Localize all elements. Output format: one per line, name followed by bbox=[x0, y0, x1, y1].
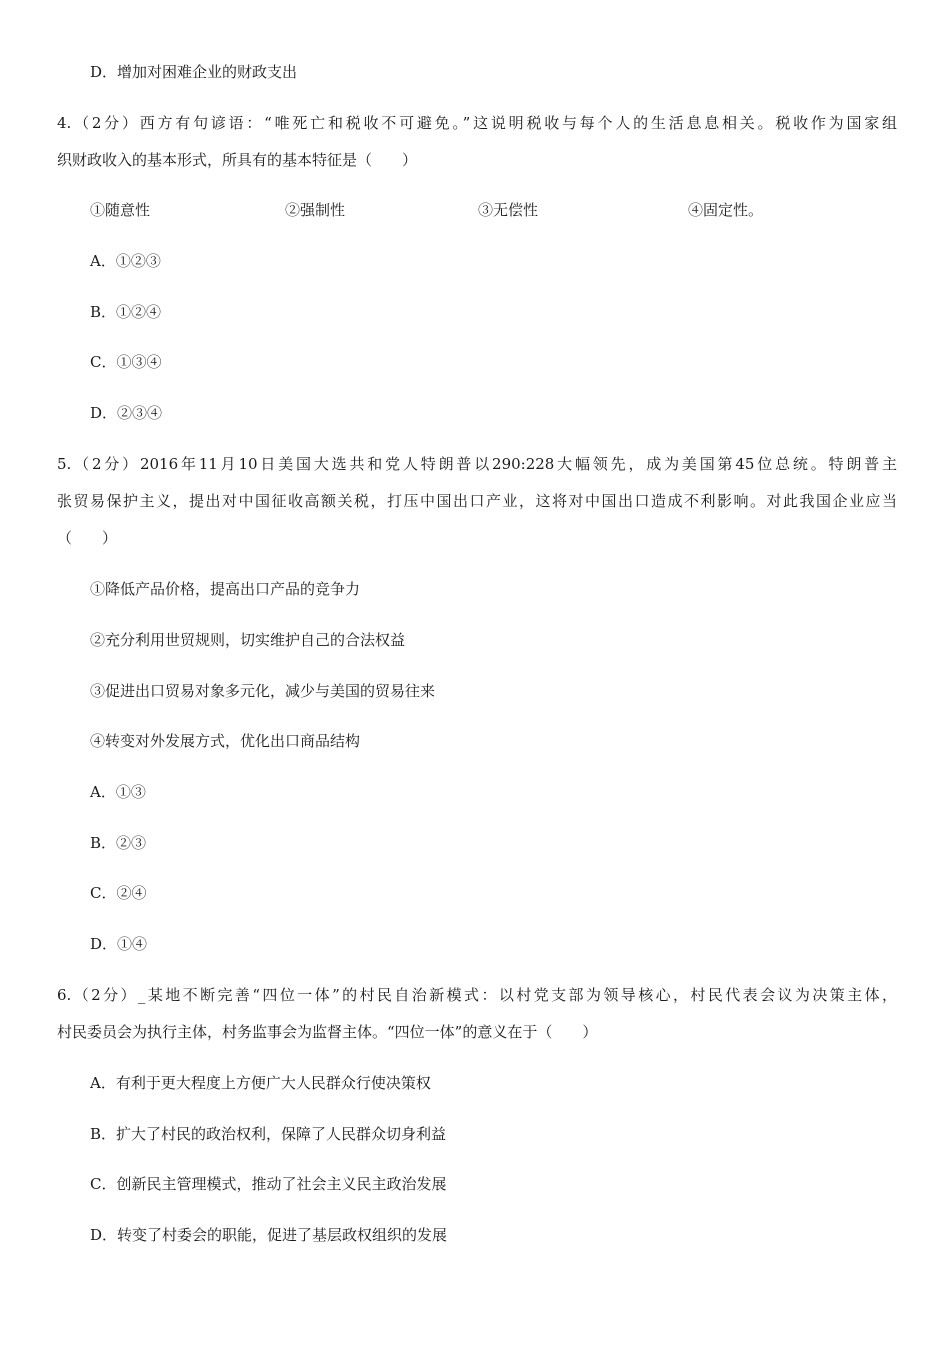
q5-item-1: ①降低产品价格，提高出口产品的竞争力 bbox=[90, 580, 361, 598]
q4-item-4: ④固定性。 bbox=[688, 201, 764, 219]
q5-option-c: C．②④ bbox=[90, 884, 147, 902]
q6-stem-line1: 6.（2分）_某地不断完善“四位一体”的村民自治新模式：以村党支部为领导核心，村民代表会议为决策主体， bbox=[57, 986, 897, 1004]
q6-option-b: B．扩大了村民的政治权利，保障了人民群众切身利益 bbox=[90, 1125, 447, 1143]
q6-stem-line2: 村民委员会为执行主体，村务监事会为监督主体。“四位一体”的意义在于（ ） bbox=[57, 1023, 598, 1041]
q5-stem-line3: （ ） bbox=[57, 529, 118, 547]
q5-option-b: B．②③ bbox=[90, 834, 147, 852]
q4-option-c: C．①③④ bbox=[90, 353, 162, 371]
q5-stem-line1: 5.（2分）2016年11月10日美国大选共和党人特朗普以290:228大幅领先，成为美国第45位总统。特朗普主 bbox=[57, 455, 897, 473]
q5-option-a: A．①③ bbox=[90, 783, 146, 801]
q4-stem-line1: 4.（2分）西方有句谚语：“唯死亡和税收不可避免。”这说明税收与每个人的生活息息相关。税收作为国家组 bbox=[57, 114, 897, 132]
q4-option-a: A．①②③ bbox=[90, 252, 161, 270]
q5-item-3: ③促进出口贸易对象多元化，减少与美国的贸易往来 bbox=[90, 682, 436, 700]
q6-option-c: C．创新民主管理模式，推动了社会主义民主政治发展 bbox=[90, 1175, 447, 1193]
q5-item-2: ②充分利用世贸规则，切实维护自己的合法权益 bbox=[90, 631, 406, 649]
q6-option-a: A．有利于更大程度上方便广大人民群众行使决策权 bbox=[90, 1074, 431, 1092]
q4-option-b: B．①②④ bbox=[90, 303, 162, 321]
q5-item-4: ④转变对外发展方式，优化出口商品结构 bbox=[90, 732, 361, 750]
q4-item-1: ①随意性 bbox=[90, 201, 151, 219]
q4-item-3: ③无偿性 bbox=[478, 201, 539, 219]
q4-option-d: D．②③④ bbox=[90, 404, 163, 422]
q5-stem-line2: 张贸易保护主义，提出对中国征收高额关税，打压中国出口产业，这将对中国出口造成不利影响。对此我国企业应当 bbox=[57, 492, 897, 510]
q4-item-2: ②强制性 bbox=[285, 201, 346, 219]
q4-stem-line2: 织财政收入的基本形式，所具有的基本特征是（ ） bbox=[57, 151, 418, 169]
q6-option-d: D．转变了村委会的职能，促进了基层政权组织的发展 bbox=[90, 1226, 448, 1244]
q5-option-d: D．①④ bbox=[90, 935, 148, 953]
q3-option-d: D．增加对困难企业的财政支出 bbox=[90, 63, 298, 81]
